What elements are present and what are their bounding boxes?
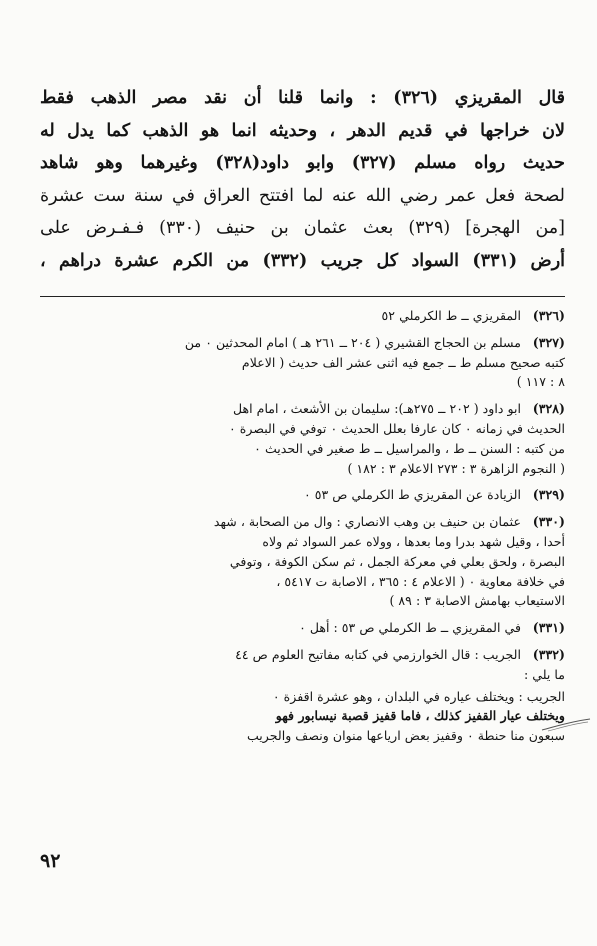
- pencil-mark: [540, 716, 592, 734]
- footnote-number: (٣٣٢): [532, 646, 565, 662]
- footnotes: [40, 306, 565, 753]
- footnote: [40, 645, 565, 746]
- main-line: أرض (٣٣١) السواد كل جريب (٣٣٢) من الكرم عشرة دراهم ،: [40, 250, 565, 271]
- footnote-number: (٣٢٩): [532, 487, 565, 503]
- footnote-line: الزيادة عن المقريزي ط الكرملي ص ٥٣ ٠: [303, 487, 521, 503]
- main-text: [40, 82, 565, 277]
- footnote-line: كتبه صحيح مسلم ط ــ جمع فيه اثنى عشر الف حديث ( الاعلام: [241, 354, 565, 370]
- footnote-line: ٨ : ١١٧ ): [516, 374, 565, 390]
- quote-line: الجريب : ويختلف عياره في البلدان ، وهو عشرة اقفزة ٠: [272, 688, 565, 704]
- footnote-line: ما يلي :: [523, 666, 565, 682]
- page-number: ٩٢: [40, 850, 61, 872]
- footnote-line: في المقريزي ــ ط الكرملي ص ٥٣ : أهل ٠: [299, 620, 521, 636]
- footnote-line: ( النجوم الزاهرة ٣ : ٢٧٣ الاعلام ٣ : ١٨٢ ): [347, 460, 565, 476]
- footnote-line: المقريزي ــ ط الكرملي ٥٢: [381, 308, 521, 323]
- footnote-line: الاستيعاب بهامش الاصابة ٣ : ٨٩ ): [389, 593, 565, 609]
- footnote-line: عثمان بن حنيف بن وهب الانصاري : وال من الصحابة ، شهد: [213, 514, 521, 530]
- footnote-line: البصرة ، ولحق بعلي في معركة الجمل ، ثم سكن الكوفة ، وتوفي: [229, 553, 565, 569]
- footnote: [40, 512, 565, 611]
- footnote: [40, 399, 565, 478]
- footnote-number: (٣٢٨): [532, 401, 565, 417]
- footnote-line: في خلافة معاوية ٠ ( الاعلام ٤ : ٣٦٥ ، الاصابة ت ٥٤١٧ ،: [276, 573, 565, 589]
- footnote-line: أحدا ، وقيل شهد بدرا وما بعدها ، وولاه عمر السواد ثم ولاه: [262, 533, 565, 549]
- footnote-number: (٣٢٦): [532, 308, 565, 323]
- main-line: قال المقريزي (٣٢٦) : وانما قلنا أن نقد مصر الذهب فقط: [40, 88, 565, 108]
- main-line: لصحة فعل عمر رضي الله عنه لما افتتح العراق في سنة ست عشرة: [40, 185, 565, 206]
- main-line: لان خراجها في قديم الدهر ، وحديثه انما هو الذهب كما يدل له: [40, 120, 565, 141]
- footnote: [40, 618, 565, 638]
- footnote-line: الحديث في زمانه ٠ كان عارفا بعلل الحديث ٠ توفي في البصرة ٠: [229, 420, 565, 436]
- main-line: حديث رواه مسلم (٣٢٧) وابو داود(٣٢٨) وغيرهما وهو شاهد: [40, 153, 565, 173]
- footnote: [40, 485, 565, 505]
- footnote-number: (٣٣٠): [532, 514, 565, 530]
- footnote-number: (٣٢٧): [532, 334, 565, 350]
- footnote: [40, 306, 565, 326]
- footnote-line: ابو داود ( ٢٠٢ ــ ٢٧٥هـ): سليمان بن الأشعث ، امام اهل: [232, 401, 521, 417]
- footnote-divider: [40, 296, 565, 297]
- quote-line: سبعون منا حنطة ٠ وقفيز بعض ارياعها منوان ونصف والجريب: [246, 728, 565, 744]
- footnote-quote: [40, 687, 565, 746]
- footnote-line: مسلم بن الحجاج القشيري ( ٢٠٤ ــ ٢٦١ هـ ) امام المحدثين ٠ من: [184, 334, 521, 350]
- main-line: [من الهجرة] (٣٢٩) بعث عثمان بن حنيف (٣٣٠) فـفـرض على: [40, 218, 565, 238]
- footnote-number: (٣٣١): [532, 620, 565, 636]
- footnote-line: الجريب : قال الخوارزمي في كتابه مفاتيح العلوم ص ٤٤: [235, 646, 521, 662]
- quote-line: ويختلف عيار القفيز كذلك ، فاما قفيز قصبة نيسابور فهو: [275, 708, 565, 724]
- footnote-line: من كتبه : السنن ــ ط ، والمراسيل ــ ط صغير في الحديث ٠: [254, 440, 565, 456]
- footnote: [40, 333, 565, 392]
